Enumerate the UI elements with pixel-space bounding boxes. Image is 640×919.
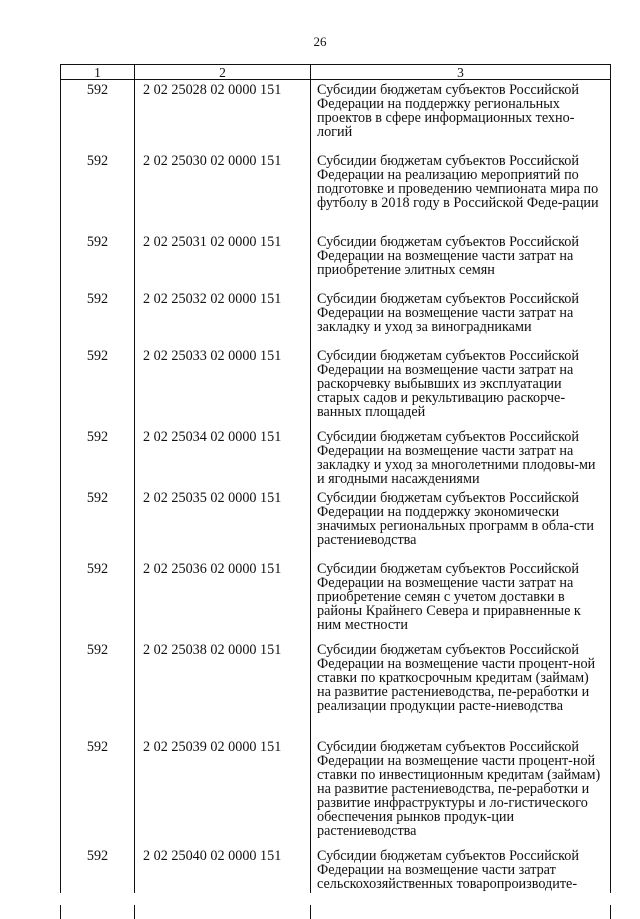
- table-row: [61, 289, 611, 346]
- table-row: [61, 346, 611, 427]
- description-cell: Субсидии бюджетам субъектов Российской Федерации на возмещение части затрат на раскорчевку выбывших из эксплуатации старых садов и рекультивацию раскорче-ванных площадей: [311, 346, 611, 427]
- description-cell: Субсидии бюджетам субъектов Российской Федерации на возмещение части процент-ной ставки по краткосрочным кредитам (займам) на развитие растениеводства, пе-реработки и реализации продукции расте-ниеводства: [311, 640, 611, 737]
- column-header-3: 3: [311, 65, 611, 80]
- budget-code-cell: 2 02 25040 02 0000 151: [135, 846, 311, 919]
- budget-code-cell: 2 02 25038 02 0000 151: [135, 640, 311, 737]
- table-header-row: [61, 65, 611, 80]
- table-row: [61, 427, 611, 488]
- description-cell: Субсидии бюджетам субъектов Российской Федерации на возмещение части затрат сельскохозяйственных товаропроизводите-: [311, 846, 611, 919]
- admin-code-cell: 592: [61, 559, 135, 640]
- description-cell: Субсидии бюджетам субъектов Российской Федерации на поддержку экономически значимых региональных программ в обла-сти растениеводства: [311, 488, 611, 559]
- budget-code-cell: 2 02 25033 02 0000 151: [135, 346, 311, 427]
- column-header-1: 1: [61, 65, 135, 80]
- admin-code-cell: 592: [61, 346, 135, 427]
- admin-code-cell: 592: [61, 846, 135, 919]
- admin-code-cell: 592: [61, 80, 135, 152]
- column-header-2: 2: [135, 65, 311, 80]
- table-row: [61, 151, 611, 232]
- table-row: [61, 80, 611, 152]
- budget-code-cell: 2 02 25028 02 0000 151: [135, 80, 311, 152]
- page-number: 26: [313, 34, 327, 49]
- description-cell: Субсидии бюджетам субъектов Российской Федерации на возмещение части затрат на приобретение элитных семян: [311, 232, 611, 289]
- description-cell: Субсидии бюджетам субъектов Российской Федерации на возмещение части затрат на приобретение семян с учетом доставки в районы Крайнего Севера и приравненные к ним местности: [311, 559, 611, 640]
- table-row: [61, 232, 611, 289]
- budget-code-cell: 2 02 25036 02 0000 151: [135, 559, 311, 640]
- table-row: [61, 559, 611, 640]
- page-bottom-margin: [0, 893, 640, 905]
- admin-code-cell: 592: [61, 640, 135, 737]
- description-cell: Субсидии бюджетам субъектов Российской Федерации на реализацию мероприятий по подготовке и проведению чемпионата мира по футболу в 2018 году в Российской Феде-рации: [311, 151, 611, 232]
- admin-code-cell: 592: [61, 488, 135, 559]
- table-row: [61, 488, 611, 559]
- admin-code-cell: 592: [61, 151, 135, 232]
- budget-code-table: [60, 64, 611, 919]
- admin-code-cell: 592: [61, 289, 135, 346]
- budget-code-cell: 2 02 25035 02 0000 151: [135, 488, 311, 559]
- admin-code-cell: 592: [61, 737, 135, 846]
- budget-code-cell: 2 02 25030 02 0000 151: [135, 151, 311, 232]
- description-cell: Субсидии бюджетам субъектов Российской Федерации на возмещение части затрат на закладку и уход за многолетними плодовы-ми и ягодными насаждениями: [311, 427, 611, 488]
- description-cell: Субсидии бюджетам субъектов Российской Федерации на поддержку региональных проектов в сфере информационных техно-логий: [311, 80, 611, 152]
- description-cell: Субсидии бюджетам субъектов Российской Федерации на возмещение части процент-ной ставки по инвестиционным кредитам (займам) на развитие растениеводства, пе-реработки и развитие инфраструктуры и ло-гистического обеспечения рынков продук-ции растениеводства: [311, 737, 611, 846]
- table-row: [61, 846, 611, 919]
- budget-code-cell: 2 02 25034 02 0000 151: [135, 427, 311, 488]
- budget-code-cell: 2 02 25031 02 0000 151: [135, 232, 311, 289]
- table-row: [61, 640, 611, 737]
- table-row: [61, 737, 611, 846]
- description-cell: Субсидии бюджетам субъектов Российской Федерации на возмещение части затрат на закладку и уход за виноградниками: [311, 289, 611, 346]
- budget-code-cell: 2 02 25032 02 0000 151: [135, 289, 311, 346]
- admin-code-cell: 592: [61, 232, 135, 289]
- admin-code-cell: 592: [61, 427, 135, 488]
- budget-code-cell: 2 02 25039 02 0000 151: [135, 737, 311, 846]
